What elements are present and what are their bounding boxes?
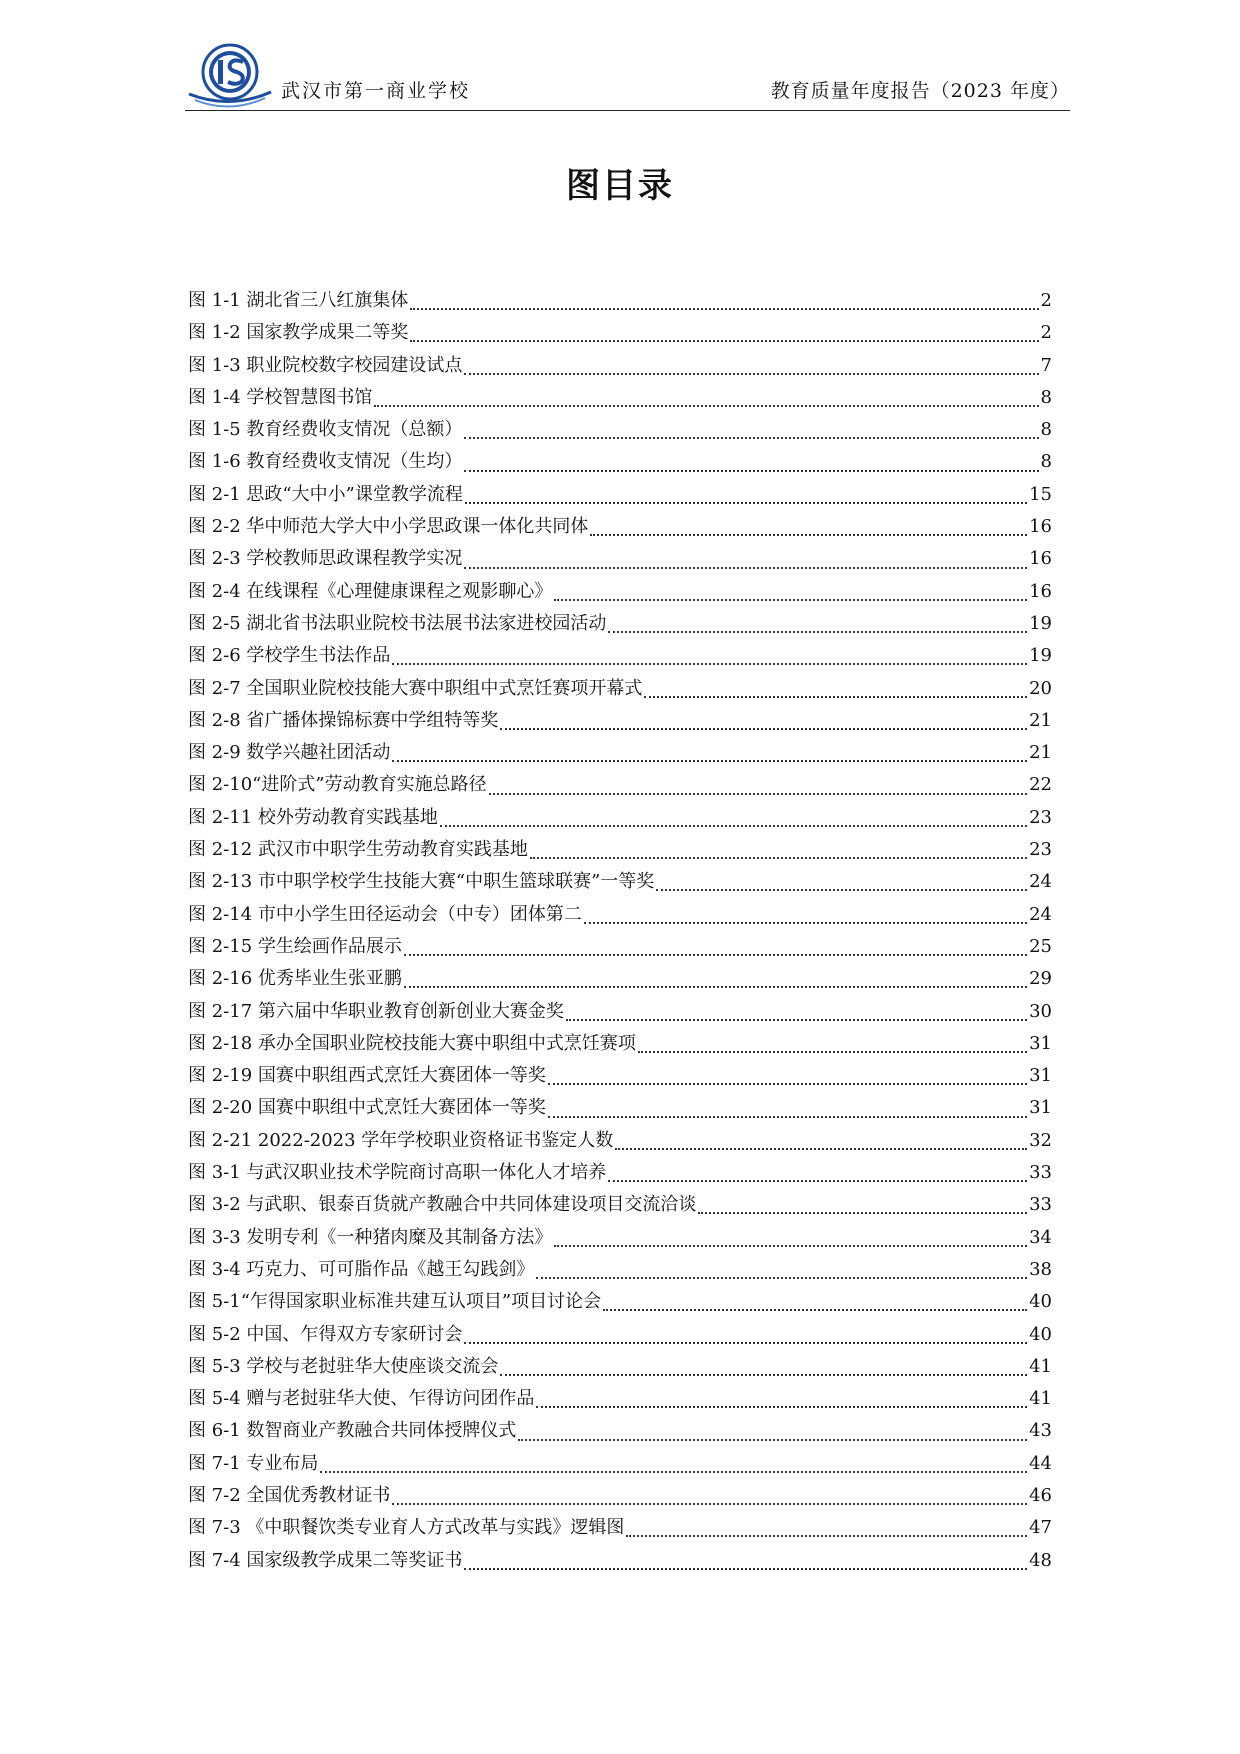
toc-entry[interactable] (188, 543, 1052, 575)
toc-leader-dots (464, 1568, 1027, 1570)
toc-entry-label: 图 1-2 国家教学成果二等奖 (188, 322, 409, 344)
toc-leader-dots (500, 728, 1027, 730)
toc-entry[interactable] (188, 317, 1052, 349)
toc-leader-dots (518, 1439, 1027, 1441)
toc-entry-page-number: 41 (1029, 1388, 1052, 1410)
toc-entry[interactable] (188, 479, 1052, 511)
toc-leader-dots (465, 502, 1027, 504)
toc-entry-page-number: 31 (1029, 1065, 1052, 1087)
toc-leader-dots (410, 308, 1038, 310)
toc-entry-label: 图 5-3 学校与老挝驻华大使座谈交流会 (188, 1355, 499, 1377)
toc-entry-page-number: 47 (1029, 1517, 1052, 1539)
toc-entry-label: 图 7-1 专业布局 (188, 1452, 319, 1474)
toc-entry-page-number: 30 (1029, 1000, 1052, 1022)
toc-entry-label: 图 2-2 华中师范大学大中小学思政课一体化共同体 (188, 516, 589, 538)
toc-entry[interactable] (188, 1286, 1052, 1318)
toc-entry[interactable] (188, 285, 1052, 317)
toc-leader-dots (464, 470, 1038, 472)
toc-entry-label: 图 2-11 校外劳动教育实践基地 (188, 806, 438, 828)
toc-leader-dots (374, 405, 1038, 407)
page-header (185, 40, 1070, 111)
toc-entry-label: 图 1-1 湖北省三八红旗集体 (188, 290, 409, 311)
toc-entry-page-number: 21 (1029, 742, 1052, 764)
toc-entry-label: 图 3-1 与武汉职业技术学院商讨高职一体化人才培养 (188, 1162, 607, 1184)
toc-entry-page-number: 23 (1029, 839, 1052, 861)
toc-entry-label: 图 5-1“乍得国家职业标准共建互认项目”项目讨论会 (188, 1291, 602, 1313)
toc-entry[interactable] (188, 1028, 1052, 1060)
toc-entry[interactable] (188, 834, 1052, 866)
toc-leader-dots (608, 1180, 1027, 1182)
toc-entry[interactable] (188, 1125, 1052, 1157)
toc-entry-label: 图 7-3 《中职餐饮类专业育人方式改革与实践》逻辑图 (188, 1517, 625, 1539)
toc-entry-page-number: 16 (1029, 516, 1052, 538)
toc-entry[interactable] (188, 1512, 1052, 1544)
toc-leader-dots (392, 760, 1027, 762)
toc-entry-page-number: 40 (1029, 1323, 1052, 1345)
toc-entry-label: 图 3-3 发明专利《一种猪肉糜及其制备方法》 (188, 1226, 553, 1248)
toc-entry-label: 图 3-2 与武职、银泰百货就产教融合中共同体建设项目交流洽谈 (188, 1194, 697, 1216)
toc-entry[interactable] (188, 866, 1052, 898)
toc-entry[interactable] (188, 963, 1052, 995)
toc-entry-label: 图 2-21 2022-2023 学年学校职业资格证书鉴定人数 (188, 1129, 614, 1151)
toc-leader-dots (500, 1374, 1027, 1376)
school-logo-icon (185, 42, 275, 108)
toc-entry-label: 图 2-14 市中小学生田径运动会（中专）团体第二 (188, 903, 582, 925)
toc-leader-dots (548, 1083, 1027, 1085)
toc-leader-dots (404, 954, 1027, 956)
toc-entry-page-number: 38 (1029, 1258, 1052, 1280)
toc-entry[interactable] (188, 382, 1052, 414)
toc-entry-label: 图 3-4 巧克力、可可脂作品《越王勾践剑》 (188, 1258, 535, 1280)
toc-entry[interactable] (188, 608, 1052, 640)
toc-entry-label: 图 2-17 第六届中华职业教育创新创业大赛金奖 (188, 1000, 564, 1022)
toc-entry-page-number: 44 (1029, 1452, 1052, 1474)
toc-entry-page-number: 40 (1029, 1291, 1052, 1313)
toc-entry-label: 图 2-12 武汉市中职学生劳动教育实践基地 (188, 839, 528, 861)
toc-entry-label: 图 2-18 承办全国职业院校技能大赛中职组中式烹饪赛项 (188, 1032, 636, 1054)
toc-leader-dots (608, 631, 1027, 633)
toc-entry-label: 图 1-3 职业院校数字校园建设试点 (188, 354, 463, 376)
toc-entry-page-number: 20 (1029, 677, 1052, 699)
toc-entry[interactable] (188, 1383, 1052, 1415)
toc-entry-page-number: 33 (1029, 1194, 1052, 1216)
toc-entry[interactable] (188, 1545, 1052, 1577)
toc-leader-dots (584, 922, 1027, 924)
toc-entry-label: 图 7-4 国家级教学成果二等奖证书 (188, 1549, 463, 1571)
toc-entry-page-number: 31 (1029, 1097, 1052, 1119)
toc-entry-page-number: 24 (1029, 903, 1052, 925)
toc-entry-page-number: 31 (1029, 1032, 1052, 1054)
toc-entry[interactable] (188, 1480, 1052, 1512)
toc-entry[interactable] (188, 1351, 1052, 1383)
toc-entry[interactable] (188, 899, 1052, 931)
toc-entry[interactable] (188, 705, 1052, 737)
toc-entry-label: 图 2-7 全国职业院校技能大赛中职组中式烹饪赛项开幕式 (188, 677, 643, 699)
toc-entry[interactable] (188, 737, 1052, 769)
toc-entry-page-number: 15 (1029, 483, 1052, 505)
toc-leader-dots (590, 534, 1027, 536)
figure-list (188, 285, 1052, 1577)
toc-entry[interactable] (188, 1448, 1052, 1480)
toc-entry[interactable] (188, 511, 1052, 543)
toc-entry-label: 图 2-10“进阶式”劳动教育实施总路径 (188, 774, 487, 796)
toc-entry[interactable] (188, 802, 1052, 834)
toc-leader-dots (489, 793, 1028, 795)
toc-entry-page-number: 19 (1029, 612, 1052, 634)
toc-entry-page-number: 8 (1040, 451, 1052, 473)
toc-entry[interactable] (188, 576, 1052, 608)
toc-entry-page-number: 25 (1029, 935, 1052, 957)
toc-entry[interactable] (188, 640, 1052, 672)
page-title: 图目录 (566, 166, 674, 206)
toc-leader-dots (548, 1116, 1027, 1118)
toc-leader-dots (530, 857, 1027, 859)
toc-entry-page-number: 16 (1029, 580, 1052, 602)
toc-entry[interactable] (188, 931, 1052, 963)
toc-entry-page-number: 22 (1029, 774, 1052, 796)
toc-entry-label: 图 2-13 市中职学校学生技能大赛“中职生篮球联赛”一等奖 (188, 871, 655, 893)
toc-entry-page-number: 43 (1029, 1420, 1052, 1442)
toc-leader-dots (404, 986, 1027, 988)
toc-entry-label: 图 6-1 数智商业产教融合共同体授牌仪式 (188, 1420, 517, 1442)
toc-entry-page-number: 7 (1040, 354, 1052, 376)
toc-leader-dots (392, 663, 1027, 665)
toc-entry-page-number: 8 (1040, 419, 1052, 441)
toc-entry-page-number: 23 (1029, 806, 1052, 828)
toc-leader-dots (464, 567, 1027, 569)
toc-entry-page-number: 2 (1040, 322, 1052, 344)
toc-entry[interactable] (188, 1319, 1052, 1351)
toc-leader-dots (698, 1212, 1027, 1214)
toc-entry[interactable] (188, 1254, 1052, 1286)
toc-entry-label: 图 2-19 国赛中职组西式烹饪大赛团体一等奖 (188, 1065, 546, 1087)
toc-leader-dots (464, 373, 1038, 375)
toc-leader-dots (392, 1503, 1027, 1505)
toc-entry-page-number: 48 (1029, 1549, 1052, 1571)
toc-entry-page-number: 16 (1029, 548, 1052, 570)
toc-entry-page-number: 46 (1029, 1484, 1052, 1506)
toc-entry-label: 图 2-16 优秀毕业生张亚鹏 (188, 968, 402, 990)
toc-leader-dots (464, 437, 1038, 439)
toc-entry-label: 图 2-6 学校学生书法作品 (188, 645, 391, 667)
toc-entry-page-number: 41 (1029, 1355, 1052, 1377)
toc-entry-page-number: 32 (1029, 1129, 1052, 1151)
school-name: 武汉市第一商业学校 (281, 80, 471, 102)
toc-entry[interactable] (188, 673, 1052, 705)
toc-entry-label: 图 2-9 数学兴趣社团活动 (188, 742, 391, 764)
toc-leader-dots (656, 889, 1027, 891)
toc-leader-dots (626, 1535, 1027, 1537)
toc-entry[interactable] (188, 350, 1052, 382)
toc-leader-dots (603, 1309, 1027, 1311)
toc-leader-dots (554, 1245, 1027, 1247)
toc-entry[interactable] (188, 1092, 1052, 1124)
report-title: 教育质量年度报告（2023 年度） (770, 80, 1070, 102)
toc-entry-page-number: 33 (1029, 1162, 1052, 1184)
toc-entry-label: 图 2-4 在线课程《心理健康课程之观影聊心》 (188, 580, 553, 602)
toc-entry-page-number: 29 (1029, 968, 1052, 990)
toc-entry-label: 图 1-4 学校智慧图书馆 (188, 386, 373, 408)
toc-entry[interactable] (188, 1157, 1052, 1189)
toc-entry-page-number: 8 (1040, 386, 1052, 408)
toc-entry-page-number: 19 (1029, 645, 1052, 667)
toc-leader-dots (566, 1019, 1027, 1021)
toc-leader-dots (410, 340, 1038, 342)
toc-leader-dots (440, 825, 1027, 827)
toc-leader-dots (536, 1277, 1027, 1279)
toc-entry-label: 图 2-3 学校教师思政课程教学实况 (188, 548, 463, 570)
toc-leader-dots (615, 1148, 1027, 1150)
toc-entry[interactable] (188, 414, 1052, 446)
toc-entry[interactable] (188, 1415, 1052, 1447)
toc-entry-label: 图 7-2 全国优秀教材证书 (188, 1484, 391, 1506)
toc-entry-label: 图 5-2 中国、乍得双方专家研讨会 (188, 1323, 463, 1345)
toc-leader-dots (536, 1406, 1027, 1408)
toc-entry-page-number: 34 (1029, 1226, 1052, 1248)
toc-entry-page-number: 2 (1040, 290, 1052, 311)
toc-entry[interactable] (188, 996, 1052, 1028)
toc-entry-page-number: 24 (1029, 871, 1052, 893)
toc-entry-label: 图 2-5 湖北省书法职业院校书法展书法家进校园活动 (188, 612, 607, 634)
toc-entry-page-number: 21 (1029, 709, 1052, 731)
toc-entry-label: 图 1-5 教育经费收支情况（总额） (188, 419, 463, 441)
toc-entry[interactable] (188, 769, 1052, 801)
toc-entry-label: 图 2-15 学生绘画作品展示 (188, 935, 402, 957)
toc-entry-label: 图 2-8 省广播体操锦标赛中学组特等奖 (188, 709, 499, 731)
toc-entry[interactable] (188, 1060, 1052, 1092)
toc-entry-label: 图 1-6 教育经费收支情况（生均） (188, 451, 463, 473)
toc-leader-dots (644, 696, 1027, 698)
toc-entry[interactable] (188, 1189, 1052, 1221)
toc-leader-dots (554, 599, 1027, 601)
toc-entry-label: 图 2-1 思政“大中小”课堂教学流程 (188, 483, 463, 505)
toc-entry-label: 图 2-20 国赛中职组中式烹饪大赛团体一等奖 (188, 1097, 546, 1119)
toc-entry[interactable] (188, 1222, 1052, 1254)
toc-entry-label: 图 5-4 赠与老挝驻华大使、乍得访问团作品 (188, 1388, 535, 1410)
toc-leader-dots (638, 1051, 1027, 1053)
toc-leader-dots (464, 1342, 1027, 1344)
toc-leader-dots (320, 1471, 1027, 1473)
toc-entry[interactable] (188, 446, 1052, 478)
